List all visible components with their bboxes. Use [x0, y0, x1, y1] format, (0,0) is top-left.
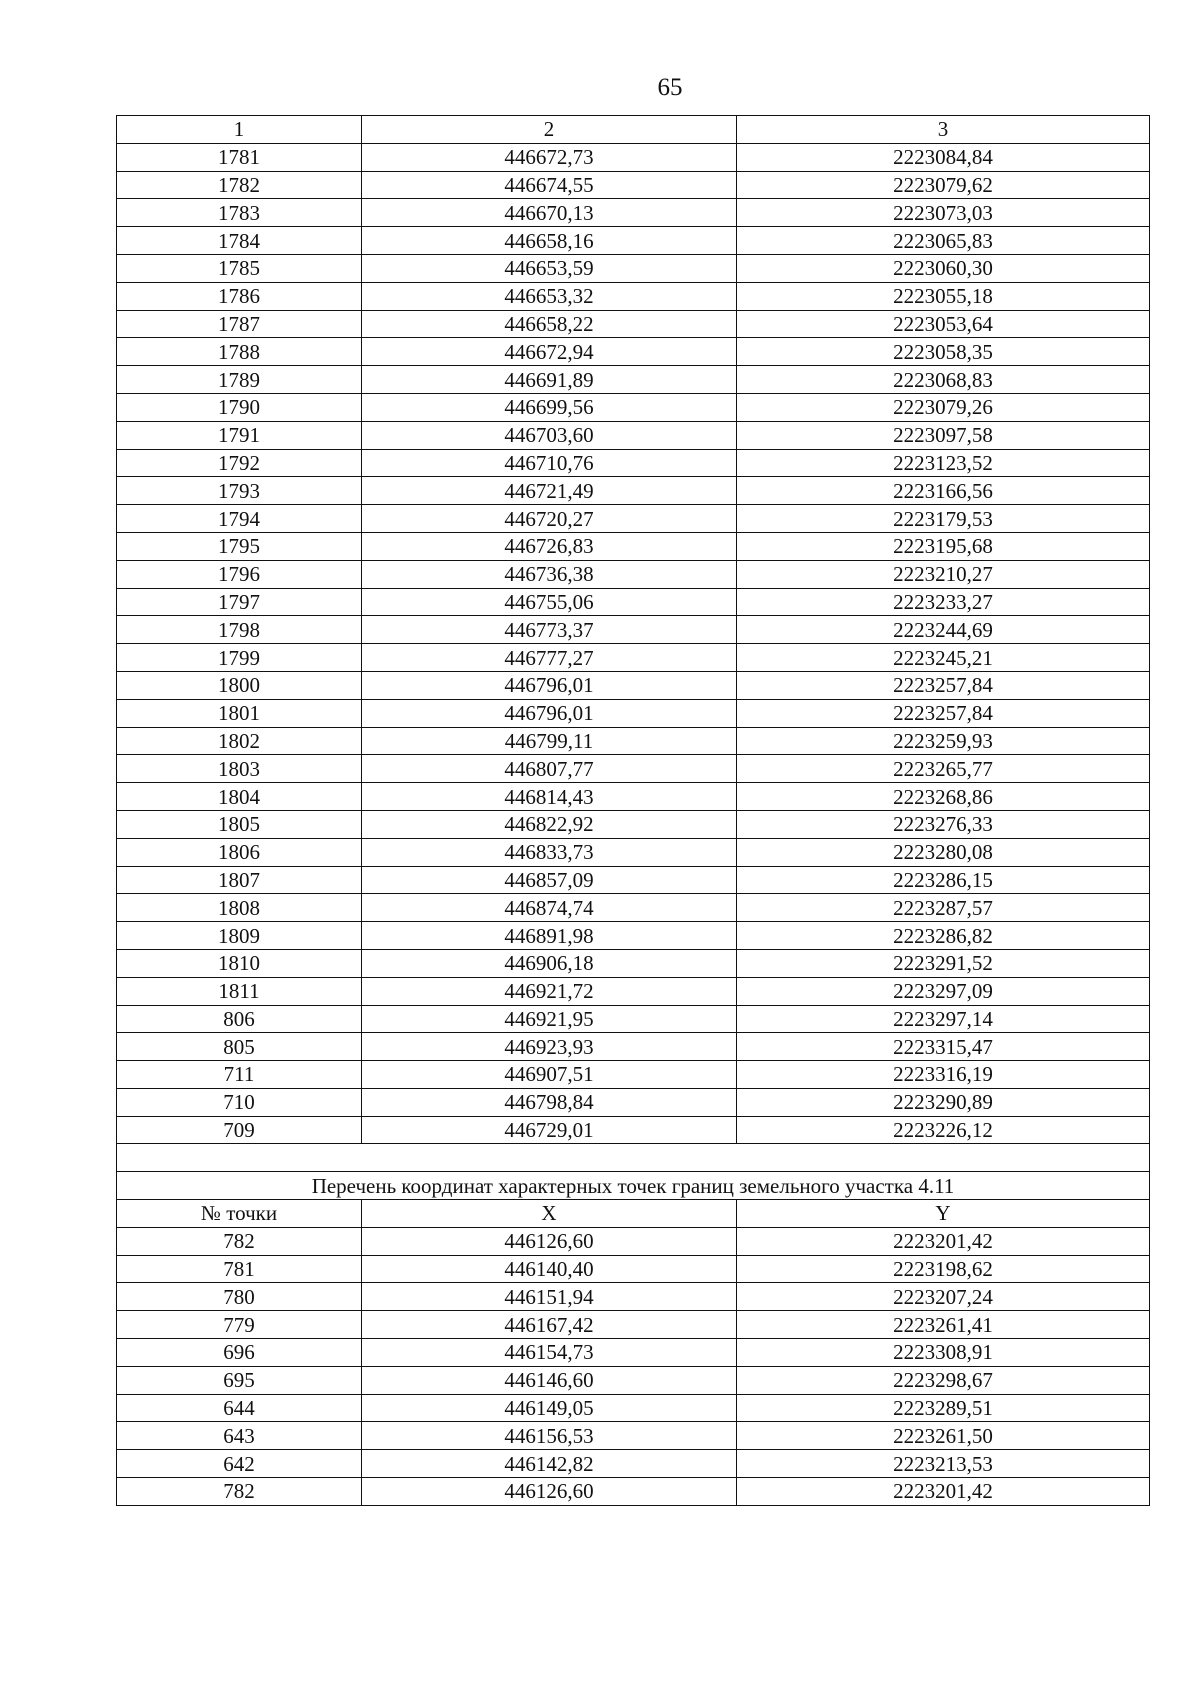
table-row — [117, 310, 1150, 338]
x-coordinate-cell: 446691,89 — [362, 366, 737, 394]
point-number-cell: 1804 — [117, 783, 362, 811]
table-row — [117, 894, 1150, 922]
table-row — [117, 1116, 1150, 1144]
x-coordinate-cell: 446736,38 — [362, 560, 737, 588]
page-number: 65 — [657, 74, 683, 101]
table-row — [117, 838, 1150, 866]
point-number-cell: 1795 — [117, 532, 362, 560]
table-row — [117, 338, 1150, 366]
y-coordinate-cell: 2223261,50 — [737, 1422, 1150, 1450]
x-coordinate-cell: 446874,74 — [362, 894, 737, 922]
point-number-cell: 1786 — [117, 282, 362, 310]
table-row — [117, 505, 1150, 533]
x-coordinate-cell: 446833,73 — [362, 838, 737, 866]
column-number-cell: 3 — [737, 116, 1150, 144]
point-number-cell: 1807 — [117, 866, 362, 894]
x-coordinate-cell: 446653,32 — [362, 282, 737, 310]
point-number-cell: 1784 — [117, 227, 362, 255]
y-coordinate-cell: 2223079,26 — [737, 393, 1150, 421]
x-coordinate-cell: 446822,92 — [362, 810, 737, 838]
y-coordinate-cell: 2223201,42 — [737, 1227, 1150, 1255]
table-row — [117, 282, 1150, 310]
point-number-cell: 1802 — [117, 727, 362, 755]
x-coordinate-cell: 446799,11 — [362, 727, 737, 755]
point-number-cell: 1787 — [117, 310, 362, 338]
y-coordinate-cell: 2223226,12 — [737, 1116, 1150, 1144]
x-coordinate-cell: 446142,82 — [362, 1450, 737, 1478]
table-row — [117, 671, 1150, 699]
x-coordinate-cell: 446710,76 — [362, 449, 737, 477]
x-coordinate-cell: 446726,83 — [362, 532, 737, 560]
x-coordinate-cell: 446674,55 — [362, 171, 737, 199]
point-number-cell: 1791 — [117, 421, 362, 449]
point-number-cell: 1809 — [117, 922, 362, 950]
x-coordinate-cell: 446146,60 — [362, 1366, 737, 1394]
x-coordinate-cell: 446921,95 — [362, 1005, 737, 1033]
point-number-cell: 1797 — [117, 588, 362, 616]
x-coordinate-cell: 446921,72 — [362, 977, 737, 1005]
y-coordinate-cell: 2223123,52 — [737, 449, 1150, 477]
point-number-cell: 1811 — [117, 977, 362, 1005]
point-number-cell: 1792 — [117, 449, 362, 477]
x-coordinate-cell: 446729,01 — [362, 1116, 737, 1144]
y-coordinate-cell: 2223201,42 — [737, 1478, 1150, 1506]
x-coordinate-cell: 446891,98 — [362, 922, 737, 950]
x-coordinate-cell: 446126,60 — [362, 1227, 737, 1255]
y-coordinate-cell: 2223068,83 — [737, 366, 1150, 394]
point-number-cell: 805 — [117, 1033, 362, 1061]
y-coordinate-cell: 2223084,84 — [737, 143, 1150, 171]
x-coordinate-cell: 446140,40 — [362, 1255, 737, 1283]
x-coordinate-cell: 446672,73 — [362, 143, 737, 171]
x-coordinate-cell: 446777,27 — [362, 644, 737, 672]
x-coordinate-cell: 446814,43 — [362, 783, 737, 811]
point-number-cell: 1799 — [117, 644, 362, 672]
y-coordinate-cell: 2223060,30 — [737, 254, 1150, 282]
x-coordinate-cell: 446798,84 — [362, 1088, 737, 1116]
point-number-cell: 780 — [117, 1283, 362, 1311]
x-coordinate-cell: 446857,09 — [362, 866, 737, 894]
section-row — [117, 1255, 1150, 1283]
x-coordinate-cell: 446796,01 — [362, 699, 737, 727]
table-row — [117, 949, 1150, 977]
point-number-cell: 642 — [117, 1450, 362, 1478]
point-number-cell: 1790 — [117, 393, 362, 421]
point-number-cell: 1800 — [117, 671, 362, 699]
point-number-cell: 782 — [117, 1227, 362, 1255]
table-row — [117, 922, 1150, 950]
x-coordinate-cell: 446167,42 — [362, 1311, 737, 1339]
y-coordinate-cell: 2223289,51 — [737, 1394, 1150, 1422]
y-coordinate-cell: 2223257,84 — [737, 671, 1150, 699]
y-coordinate-cell: 2223097,58 — [737, 421, 1150, 449]
table-row — [117, 1088, 1150, 1116]
y-coordinate-cell: 2223245,21 — [737, 644, 1150, 672]
point-number-cell: 1806 — [117, 838, 362, 866]
table-row — [117, 421, 1150, 449]
point-number-cell: 710 — [117, 1088, 362, 1116]
y-coordinate-cell: 2223179,53 — [737, 505, 1150, 533]
x-coordinate-cell: 446151,94 — [362, 1283, 737, 1311]
point-number-cell: 695 — [117, 1366, 362, 1394]
point-number-cell: 1798 — [117, 616, 362, 644]
point-number-cell: 782 — [117, 1478, 362, 1506]
y-coordinate-cell: 2223058,35 — [737, 338, 1150, 366]
table-row — [117, 755, 1150, 783]
section-row — [117, 1227, 1150, 1255]
point-number-cell: 1801 — [117, 699, 362, 727]
table-row — [117, 366, 1150, 394]
point-number-cell: 644 — [117, 1394, 362, 1422]
table-row — [117, 644, 1150, 672]
y-coordinate-cell: 2223280,08 — [737, 838, 1150, 866]
point-number-cell: 1796 — [117, 560, 362, 588]
point-number-cell: 1788 — [117, 338, 362, 366]
point-number-cell: 696 — [117, 1339, 362, 1367]
y-coordinate-cell: 2223298,67 — [737, 1366, 1150, 1394]
table-row — [117, 393, 1150, 421]
table-row — [117, 1061, 1150, 1089]
column-number-cell: 1 — [117, 116, 362, 144]
section-header-row — [117, 1200, 1150, 1228]
table-row — [117, 199, 1150, 227]
x-coordinate-cell: 446796,01 — [362, 671, 737, 699]
table-row — [117, 171, 1150, 199]
x-coordinate-cell: 446907,51 — [362, 1061, 737, 1089]
coordinates-table-body — [117, 116, 1150, 1506]
point-number-cell: 1805 — [117, 810, 362, 838]
x-coordinate-cell: 446721,49 — [362, 477, 737, 505]
section-title: Перечень координат характерных точек границ земельного участка 4.11 — [117, 1172, 1150, 1200]
section-row — [117, 1394, 1150, 1422]
y-coordinate-cell: 2223195,68 — [737, 532, 1150, 560]
blank-cell — [117, 1144, 1150, 1172]
y-coordinate-cell: 2223308,91 — [737, 1339, 1150, 1367]
section-header-cell: Y — [737, 1200, 1150, 1228]
point-number-cell: 806 — [117, 1005, 362, 1033]
y-coordinate-cell: 2223286,82 — [737, 922, 1150, 950]
point-number-cell: 711 — [117, 1061, 362, 1089]
y-coordinate-cell: 2223079,62 — [737, 171, 1150, 199]
x-coordinate-cell: 446658,16 — [362, 227, 737, 255]
table-row — [117, 810, 1150, 838]
section-row — [117, 1478, 1150, 1506]
table-row — [117, 866, 1150, 894]
point-number-cell: 1789 — [117, 366, 362, 394]
x-coordinate-cell: 446156,53 — [362, 1422, 737, 1450]
y-coordinate-cell: 2223290,89 — [737, 1088, 1150, 1116]
x-coordinate-cell: 446807,77 — [362, 755, 737, 783]
y-coordinate-cell: 2223210,27 — [737, 560, 1150, 588]
x-coordinate-cell: 446670,13 — [362, 199, 737, 227]
table-row — [117, 254, 1150, 282]
y-coordinate-cell: 2223297,14 — [737, 1005, 1150, 1033]
section-row — [117, 1311, 1150, 1339]
table-row — [117, 616, 1150, 644]
table-row — [117, 1033, 1150, 1061]
point-number-cell: 1810 — [117, 949, 362, 977]
y-coordinate-cell: 2223287,57 — [737, 894, 1150, 922]
point-number-cell: 779 — [117, 1311, 362, 1339]
y-coordinate-cell: 2223265,77 — [737, 755, 1150, 783]
point-number-cell: 1785 — [117, 254, 362, 282]
section-header-cell: X — [362, 1200, 737, 1228]
x-coordinate-cell: 446720,27 — [362, 505, 737, 533]
column-number-cell: 2 — [362, 116, 737, 144]
y-coordinate-cell: 2223198,62 — [737, 1255, 1150, 1283]
y-coordinate-cell: 2223297,09 — [737, 977, 1150, 1005]
x-coordinate-cell: 446703,60 — [362, 421, 737, 449]
x-coordinate-cell: 446923,93 — [362, 1033, 737, 1061]
table-row — [117, 227, 1150, 255]
y-coordinate-cell: 2223065,83 — [737, 227, 1150, 255]
y-coordinate-cell: 2223276,33 — [737, 810, 1150, 838]
x-coordinate-cell: 446658,22 — [362, 310, 737, 338]
y-coordinate-cell: 2223233,27 — [737, 588, 1150, 616]
x-coordinate-cell: 446149,05 — [362, 1394, 737, 1422]
table-row — [117, 699, 1150, 727]
blank-row — [117, 1144, 1150, 1172]
section-header-cell: № точки — [117, 1200, 362, 1228]
x-coordinate-cell: 446672,94 — [362, 338, 737, 366]
y-coordinate-cell: 2223316,19 — [737, 1061, 1150, 1089]
table-row — [117, 727, 1150, 755]
x-coordinate-cell: 446755,06 — [362, 588, 737, 616]
table-row — [117, 143, 1150, 171]
point-number-cell: 781 — [117, 1255, 362, 1283]
point-number-cell: 1803 — [117, 755, 362, 783]
y-coordinate-cell: 2223315,47 — [737, 1033, 1150, 1061]
table-row — [117, 588, 1150, 616]
point-number-cell: 1793 — [117, 477, 362, 505]
section-row — [117, 1339, 1150, 1367]
point-number-cell: 709 — [117, 1116, 362, 1144]
point-number-cell: 1781 — [117, 143, 362, 171]
x-coordinate-cell: 446699,56 — [362, 393, 737, 421]
section-title-row — [117, 1172, 1150, 1200]
y-coordinate-cell: 2223268,86 — [737, 783, 1150, 811]
section-row — [117, 1283, 1150, 1311]
point-number-cell: 1808 — [117, 894, 362, 922]
y-coordinate-cell: 2223286,15 — [737, 866, 1150, 894]
section-row — [117, 1366, 1150, 1394]
x-coordinate-cell: 446126,60 — [362, 1478, 737, 1506]
table-row — [117, 977, 1150, 1005]
y-coordinate-cell: 2223259,93 — [737, 727, 1150, 755]
point-number-cell: 643 — [117, 1422, 362, 1450]
y-coordinate-cell: 2223213,53 — [737, 1450, 1150, 1478]
table-row — [117, 560, 1150, 588]
point-number-cell: 1782 — [117, 171, 362, 199]
y-coordinate-cell: 2223073,03 — [737, 199, 1150, 227]
y-coordinate-cell: 2223166,56 — [737, 477, 1150, 505]
table-row — [117, 1005, 1150, 1033]
y-coordinate-cell: 2223244,69 — [737, 616, 1150, 644]
y-coordinate-cell: 2223207,24 — [737, 1283, 1150, 1311]
y-coordinate-cell: 2223261,41 — [737, 1311, 1150, 1339]
section-row — [117, 1450, 1150, 1478]
x-coordinate-cell: 446653,59 — [362, 254, 737, 282]
y-coordinate-cell: 2223055,18 — [737, 282, 1150, 310]
y-coordinate-cell: 2223053,64 — [737, 310, 1150, 338]
coordinates-table — [116, 115, 1150, 1506]
y-coordinate-cell: 2223257,84 — [737, 699, 1150, 727]
table-row — [117, 449, 1150, 477]
table-row — [117, 783, 1150, 811]
table-row — [117, 477, 1150, 505]
y-coordinate-cell: 2223291,52 — [737, 949, 1150, 977]
column-number-row — [117, 116, 1150, 144]
table-row — [117, 532, 1150, 560]
x-coordinate-cell: 446154,73 — [362, 1339, 737, 1367]
point-number-cell: 1794 — [117, 505, 362, 533]
x-coordinate-cell: 446773,37 — [362, 616, 737, 644]
section-row — [117, 1422, 1150, 1450]
x-coordinate-cell: 446906,18 — [362, 949, 737, 977]
point-number-cell: 1783 — [117, 199, 362, 227]
